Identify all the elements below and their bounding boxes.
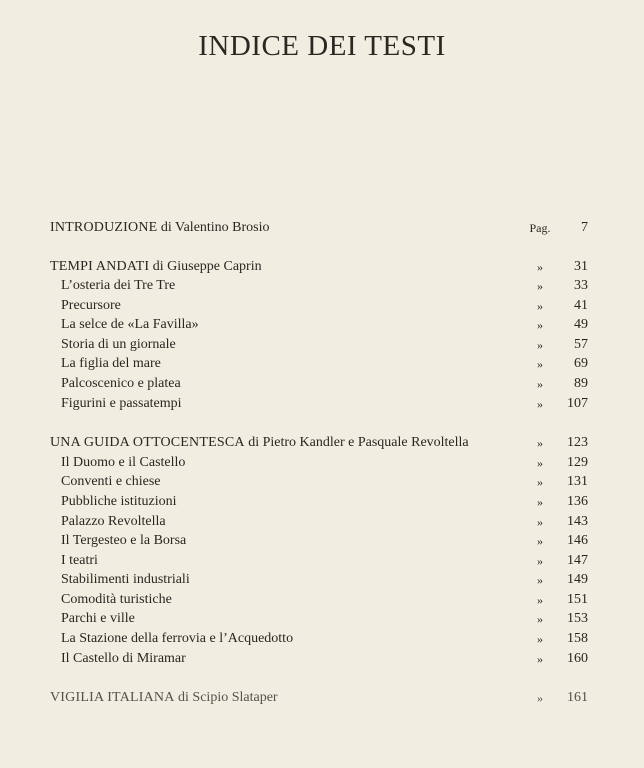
- toc-ditto-mark: »: [537, 534, 543, 548]
- toc-ditto-mark: »: [537, 299, 543, 313]
- toc-ditto-mark: »: [537, 632, 543, 646]
- toc-page-number: 146: [567, 533, 588, 548]
- toc-ditto-mark: »: [537, 573, 543, 587]
- toc-ditto-mark: »: [537, 436, 543, 450]
- toc-page-number: 143: [567, 514, 588, 529]
- toc-item-label: La Stazione della ferrovia e l’Acquedotto: [61, 631, 294, 646]
- toc-section-tempi-andati: [0, 257, 644, 277]
- toc-page-number: 151: [567, 592, 588, 607]
- toc-page-number: 89: [574, 376, 588, 391]
- toc-section-heading-line: [50, 218, 270, 238]
- toc-ditto-mark: »: [537, 377, 543, 391]
- toc-page-number: 147: [567, 553, 588, 568]
- toc-page-label: Pag.: [529, 221, 551, 235]
- toc-item-label: Precursore: [61, 298, 121, 313]
- toc-page-number: 129: [567, 455, 588, 470]
- toc-page-number: 107: [567, 396, 588, 411]
- toc-item: [0, 629, 644, 649]
- toc-page-number: 158: [567, 631, 588, 646]
- toc-section-title: TEMPI ANDATI: [50, 259, 150, 274]
- toc-item: [0, 649, 644, 669]
- toc-page-number: 123: [567, 435, 588, 450]
- toc-ditto-mark: »: [537, 612, 543, 626]
- toc-ditto-mark: »: [537, 495, 543, 509]
- toc-item-label: La figlia del mare: [61, 356, 161, 371]
- toc-ditto-mark: »: [537, 338, 543, 352]
- toc-item: [0, 394, 644, 414]
- toc-item: [0, 335, 644, 355]
- toc-section-guida-ottocentesca: [0, 433, 644, 453]
- toc-item: [0, 453, 644, 473]
- toc-ditto-mark: »: [537, 554, 543, 568]
- toc-item-label: Conventi e chiese: [61, 474, 161, 489]
- toc-page-number: 160: [567, 651, 588, 666]
- toc-section-introduzione: [0, 218, 644, 238]
- toc-page-number: 49: [574, 317, 588, 332]
- toc-section-heading-line: [50, 257, 262, 277]
- toc-ditto-mark: »: [537, 593, 543, 607]
- toc-item: [0, 551, 644, 571]
- toc-page-number: 41: [574, 298, 588, 313]
- toc-section-title: INTRODUZIONE: [50, 220, 158, 235]
- toc-item: [0, 276, 644, 296]
- page-title: INDICE DEI TESTI: [198, 30, 446, 62]
- toc-item: [0, 315, 644, 335]
- toc-page-number: 69: [574, 356, 588, 371]
- toc-item: [0, 590, 644, 610]
- toc-page-number: 57: [574, 337, 588, 352]
- toc-section-author: di Scipio Slataper: [178, 690, 278, 705]
- toc-item-label: Palazzo Revoltella: [61, 514, 166, 529]
- toc-item: [0, 512, 644, 532]
- toc-item-label: Il Tergesteo e la Borsa: [61, 533, 187, 548]
- toc-item-label: Figurini e passatempi: [61, 396, 182, 411]
- toc-section-heading-line: [50, 433, 469, 453]
- toc-ditto-mark: »: [537, 397, 543, 411]
- toc-item: [0, 354, 644, 374]
- toc-section-title: VIGILIA ITALIANA: [50, 690, 175, 705]
- toc-ditto-mark: »: [537, 691, 543, 705]
- toc-item-label: Comodità turistiche: [61, 592, 172, 607]
- toc-item-label: Stabilimenti industriali: [61, 572, 190, 587]
- toc-item: [0, 492, 644, 512]
- toc-item-label: Il Castello di Miramar: [61, 651, 186, 666]
- toc-ditto-mark: »: [537, 456, 543, 470]
- toc-item-label: Storia di un giornale: [61, 337, 176, 352]
- toc-page-number: 33: [574, 278, 588, 293]
- toc-item: [0, 374, 644, 394]
- toc-ditto-mark: »: [537, 318, 543, 332]
- toc-item-label: Palcoscenico e platea: [61, 376, 181, 391]
- toc-ditto-mark: »: [537, 279, 543, 293]
- toc-page-number: 161: [567, 690, 588, 705]
- toc-item-label: Il Duomo e il Castello: [61, 455, 186, 470]
- toc-item: [0, 296, 644, 316]
- toc-page-number: 131: [567, 474, 588, 489]
- toc-item-label: Parchi e ville: [61, 611, 135, 626]
- toc-page-number: 153: [567, 611, 588, 626]
- toc-ditto-mark: »: [537, 652, 543, 666]
- toc-item: [0, 609, 644, 629]
- toc-ditto-mark: »: [537, 475, 543, 489]
- toc-item: [0, 570, 644, 590]
- toc-page-number: 7: [581, 220, 588, 235]
- toc-ditto-mark: »: [537, 260, 543, 274]
- toc-section-author: di Pietro Kandler e Pasquale Revoltella: [248, 435, 469, 450]
- toc-item-label: La selce de «La Favilla»: [61, 317, 199, 332]
- toc-section-author: di Giuseppe Caprin: [152, 259, 262, 274]
- toc-section-title: UNA GUIDA OTTOCENTESCA: [50, 435, 245, 450]
- toc-ditto-mark: »: [537, 357, 543, 371]
- toc-item: [0, 531, 644, 551]
- toc-page-number: 136: [567, 494, 588, 509]
- toc-item-label: Pubbliche istituzioni: [61, 494, 177, 509]
- toc-section-vigilia-italiana: [0, 688, 644, 708]
- toc-item-label: I teatri: [61, 553, 98, 568]
- toc-section-heading-line: [50, 688, 278, 708]
- toc-section-author: di Valentino Brosio: [160, 220, 270, 235]
- toc-page-number: 149: [567, 572, 588, 587]
- toc-item-label: L’osteria dei Tre Tre: [61, 278, 176, 293]
- toc-item: [0, 472, 644, 492]
- toc-ditto-mark: »: [537, 515, 543, 529]
- toc-page-number: 31: [574, 259, 588, 274]
